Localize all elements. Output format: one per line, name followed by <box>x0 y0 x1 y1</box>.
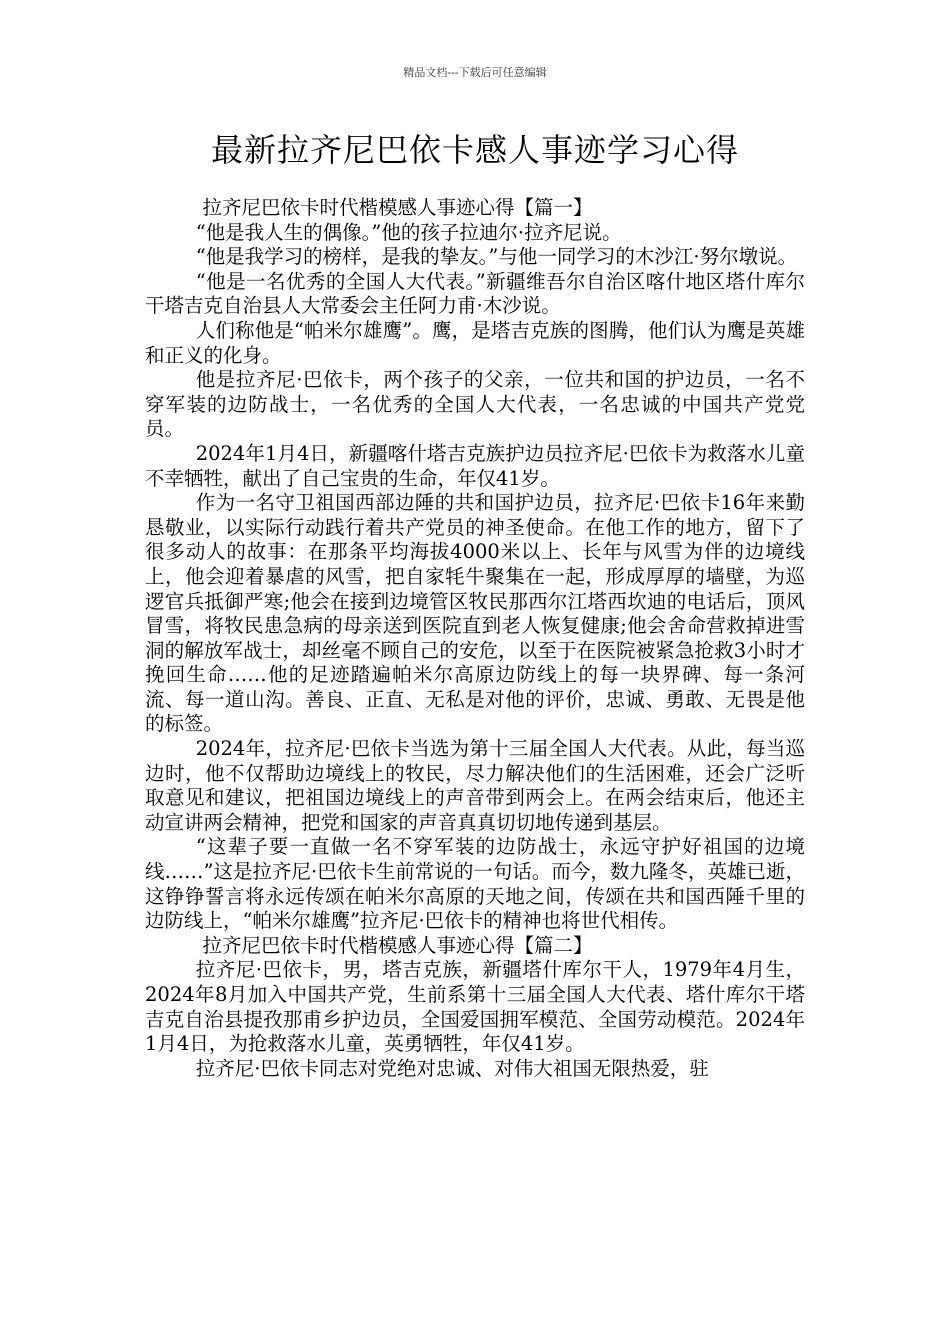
body-paragraph: 拉齐尼·巴依卡同志对党绝对忠诚、对伟大祖国无限热爱，驻 <box>195 1056 709 1080</box>
body-paragraph: 他是拉齐尼·巴依卡，两个孩子的父亲，一位共和国的护边员，一名不穿军装的边防战士，一名优秀的全国人大代表，一名忠诚的中国共产党党员。 <box>145 368 805 441</box>
body-paragraph: “他是我人生的偶像。”他的孩子拉迪尔·拉齐尼说。 <box>195 220 622 244</box>
document-title: 最新拉齐尼巴依卡感人事迹学习心得 <box>210 131 739 169</box>
body-paragraph: “他是一名优秀的全国人大代表。”新疆维吾尔自治区喀什地区塔什库尔干塔吉克自治县人大常委会主任阿力甫·木沙说。 <box>145 269 805 318</box>
body-paragraph: 人们称他是“帕米尔雄鹰”。鹰，是塔吉克族的图腾，他们认为鹰是英雄和正义的化身。 <box>145 318 805 367</box>
body-paragraph: “这辈子要一直做一名不穿军装的边防战士，永远守护好祖国的边境线……”这是拉齐尼·巴依卡生前常说的一句话。而今，数九隆冬，英雄已逝，这铮铮誓言将永远传颂在帕米尔高原的天地之间，传颂在共和国西陲千里的边防线上，“帕米尔雄鹰”拉齐尼·巴依卡的精神也将世代相传。 <box>145 835 805 933</box>
body-paragraph: 拉齐尼·巴依卡，男，塔吉克族，新疆塔什库尔干人，1979年4月生，2024年8月加入中国共产党，生前系第十三届全国人大代表、塔什库尔干塔吉克自治县提孜那甫乡护边员，全国爱国拥军模范、全国劳动模范。2024年1月4日，为抢救落水儿童，英勇牺牲，年仅41岁。 <box>145 958 805 1056</box>
header-note: 精品文档---下载后可任意编辑 <box>403 66 547 79</box>
document-body <box>145 196 805 1081</box>
section-heading-1: 拉齐尼巴依卡时代楷模感人事迹心得【篇一】 <box>202 196 593 219</box>
body-paragraph: 作为一名守卫祖国西部边陲的共和国护边员，拉齐尼·巴依卡16年来勤恳敬业，以实际行动践行着共产党员的神圣使命。在他工作的地方，留下了很多动人的故事：在那条平均海拔4000米以上、长年与风雪为伴的边境线上，他会迎着暴虐的风雪，把自家牦牛聚集在一起，形成厚厚的墙壁，为巡逻官兵抵御严寒;他会在接到边境管区牧民那西尔江塔西坎迪的电话后，顶风冒雪，将牧民患急病的母亲送到医院直到老人恢复健康;他会舍命营救掉进雪洞的解放军战士，却丝毫不顾自己的安危，以至于在医院被紧急抢救3小时才挽回生命……他的足迹踏遍帕米尔高原边防线上的每一块界碑、每一条河流、每一道山沟。善良、正直、无私是对他的评价，忠诚、勇敢、无畏是他的标签。 <box>145 491 805 736</box>
section-heading-2: 拉齐尼巴依卡时代楷模感人事迹心得【篇二】 <box>202 933 593 957</box>
body-paragraph: 2024年，拉齐尼·巴依卡当选为第十三届全国人大代表。从此，每当巡边时，他不仅帮助边境线上的牧民，尽力解决他们的生活困难，还会广泛听取意见和建议，把祖国边境线上的声音带到两会上。在两会结束后，他还主动宣讲两会精神，把党和国家的声音真真切切地传递到基层。 <box>145 737 805 834</box>
body-paragraph: “他是我学习的榜样，是我的挚友。”与他一同学习的木沙江·努尔墩说。 <box>195 245 798 269</box>
body-paragraph: 2024年1月4日，新疆喀什塔吉克族护边员拉齐尼·巴依卡为救落水儿童不幸牺牲，献出了自己宝贵的生命，年仅41岁。 <box>145 441 805 490</box>
